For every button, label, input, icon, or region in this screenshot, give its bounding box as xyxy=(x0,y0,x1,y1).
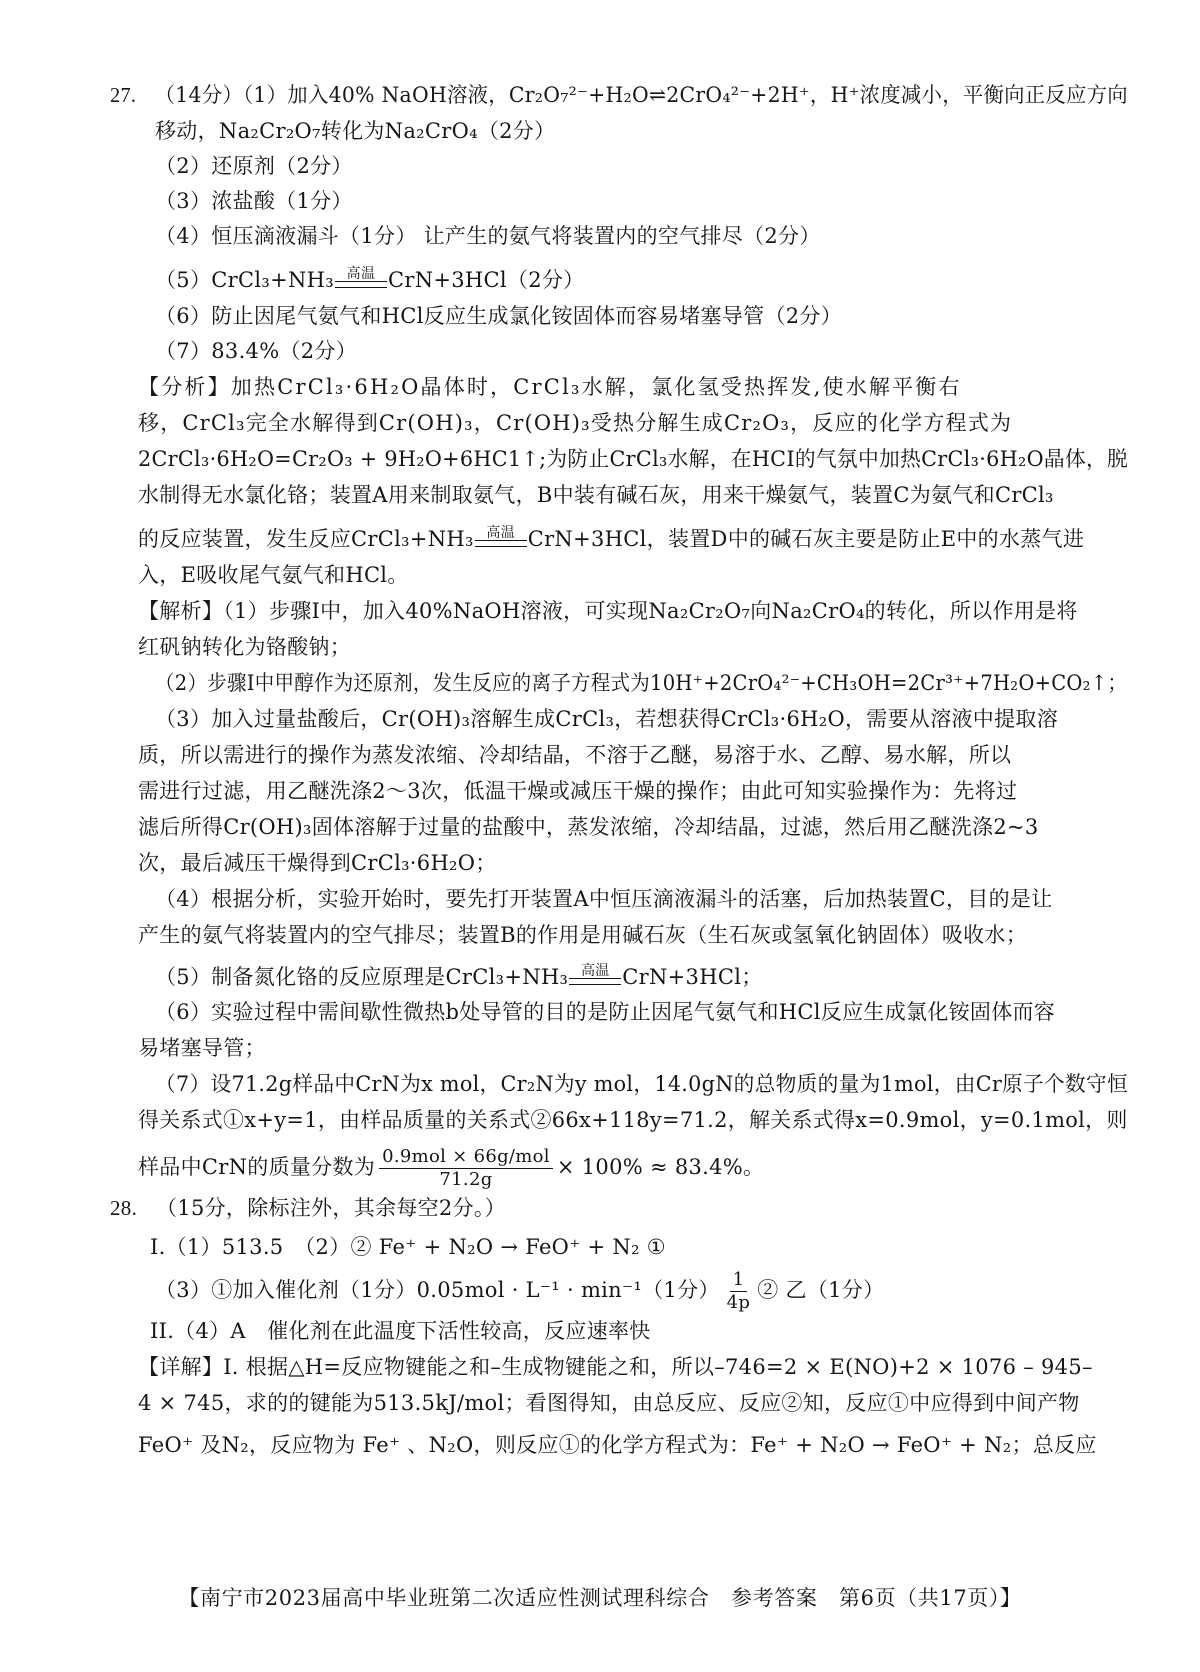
q27-eq-left: （5）CrCl₃+NH₃ xyxy=(155,268,334,292)
q28-number: 28. xyxy=(110,1196,138,1220)
q27-line-6 xyxy=(155,265,584,295)
page-footer: 【南宁市2023届高中毕业班第二次适应性测试理科综合 参考答案 第6页（共17页）】 xyxy=(178,1586,1022,1610)
condition-label: 高温 xyxy=(580,963,610,979)
q28-line-4: II.（4）A 催化剂在此温度下活性较高，反应速率快 xyxy=(150,1319,651,1343)
analysis-line-6: 入，E吸收尾气氨气和HCl。 xyxy=(138,563,409,587)
detail-line-3: FeO⁺ 及N₂，反应物为 Fe⁺ 、N₂O，则反应①的化学方程式为：Fe⁺ + N₂O → FeO⁺ + N₂；总反应 xyxy=(138,1433,1097,1457)
analysis-line-5 xyxy=(138,524,1084,554)
fraction-denominator: 71.2g xyxy=(439,1169,493,1190)
q28-line-1 xyxy=(110,1193,506,1223)
fraction-numerator: 1 xyxy=(730,1269,748,1292)
jiexi-line-1: 【解析】（1）步骤Ⅰ中，加入40%NaOH溶液，可实现Na₂Cr₂O₇向Na₂CrO₄的转化，所以作用是将 xyxy=(138,599,1078,623)
q27-line-5: （4）恒压滴液漏斗（1分） 让产生的氨气将装置内的空气排尽（2分） xyxy=(155,224,821,248)
q28-text-1: （15分，除标注外，其余每空2分。） xyxy=(156,1196,506,1220)
fraction-numerator: 0.9mol × 66g/mol xyxy=(379,1146,553,1169)
equals-sign xyxy=(335,281,387,288)
jiexi-line-16 xyxy=(138,1142,764,1192)
high-temp-condition xyxy=(569,964,621,992)
analysis-eq-right: CrN+3HCl，装置D中的碱石灰主要是防止E中的水蒸气进 xyxy=(527,527,1085,551)
q27-eq-right: CrN+3HCl（2分） xyxy=(387,268,585,292)
kp-fraction xyxy=(724,1269,754,1314)
jiexi-line-5: 质，所以需进行的操作为蒸发浓缩、冷却结晶，不溶于乙醚，易溶于水、乙醇、易水解，所以 xyxy=(138,743,1012,767)
high-temp-condition xyxy=(335,267,387,295)
q27-line-3: （2）还原剂（2分） xyxy=(155,154,353,178)
mass-fraction xyxy=(379,1146,553,1191)
jiexi-eq-right: CrN+3HCl； xyxy=(622,965,763,989)
q27-line-2: 移动，Na₂Cr₂O₇转化为Na₂CrO₄（2分） xyxy=(155,119,556,143)
detail-line-2: 4 × 745，求的的键能为513.5kJ/mol；看图得知，由总反应、反应②知，反应①中应得到中间产物 xyxy=(138,1391,1080,1415)
jiexi-fraction-prefix: 样品中CrN的质量分数为 xyxy=(138,1155,376,1179)
q27-number: 27. xyxy=(110,83,137,107)
jiexi-line-4: （3）加入过量盐酸后，Cr(OH)₃溶解生成CrCl₃，若想获得CrCl₃·6H₂O，需要从溶液中提取溶 xyxy=(155,707,1059,731)
jiexi-line-10: 产生的氨气将装置内的空气排尽；装置B的作用是用碱石灰（生石灰或氢氧化钠固体）吸收水； xyxy=(138,923,1028,947)
analysis-line-4: 水制得无水氯化铬；装置A用来制取氨气，B中装有碱石灰，用来干燥氨气，装置C为氨气和CrCl₃ xyxy=(138,483,1054,507)
q28-line-2: I.（1）513.5 （2）② Fe⁺ + N₂O → FeO⁺ + N₂ ① xyxy=(150,1235,666,1259)
analysis-line-3: 2CrCl₃·6H₂O=Cr₂O₃ + 9H₂O+6HC1↑;为防止CrCl₃水解，在HCI的气氛中加热CrCl₃·6H₂O晶体，脱 xyxy=(138,447,1129,471)
jiexi-line-8: 次，最后减压干燥得到CrCl₃·6H₂O； xyxy=(138,851,497,875)
q27-line-7: （6）防止因尾气氨气和HCl反应生成氯化铵固体而容易堵塞导管（2分） xyxy=(155,304,843,328)
jiexi-line-13: 易堵塞导管； xyxy=(138,1036,266,1060)
analysis-line-1: 【分析】加热CrCl₃·6H₂O晶体时，CrCl₃水解，氯化氢受热挥发,使水解平衡右 xyxy=(138,375,962,399)
jiexi-line-15: 得关系式①x+y=1，由样品质量的关系式②66x+118y=71.2，解关系式得x=0.9mol，y=0.1mol，则 xyxy=(138,1108,1128,1132)
condition-label: 高温 xyxy=(346,266,376,282)
q27-line-1 xyxy=(110,80,1128,110)
q27-line-8: （7）83.4%（2分） xyxy=(155,339,358,363)
analysis-line-2: 移，CrCl₃完全水解得到Cr(OH)₃，Cr(OH)₃受热分解生成Cr₂O₃，反应的化学方程式为 xyxy=(138,411,1013,435)
jiexi-line-7: 滤后所得Cr(OH)₃固体溶解于过量的盐酸中，蒸发浓缩，冷却结晶，过滤，然后用乙醚洗涤2~3 xyxy=(138,815,1039,839)
equals-sign xyxy=(475,540,527,547)
jiexi-line-14: （7）设71.2g样品中CrN为x mol，Cr₂N为y mol，14.0gN的总物质的量为1mol，由Cr原子个数守恒 xyxy=(155,1072,1129,1096)
jiexi-line-9: （4）根据分析，实验开始时，要先打开装置A中恒压滴液漏斗的活塞，后加热装置C，目的是让 xyxy=(155,887,1053,911)
q28-rate-text: （3）①加入催化剂（1分）0.05mol · L⁻¹ · min⁻¹（1分） xyxy=(155,1278,720,1302)
high-temp-condition xyxy=(475,526,527,554)
jiexi-line-6: 需进行过滤，用乙醚洗涤2～3次，低温干燥或减压干燥的操作；由此可知实验操作为：先将过 xyxy=(138,779,1018,803)
jiexi-fraction-suffix: × 100% ≈ 83.4%。 xyxy=(556,1155,765,1179)
equals-sign xyxy=(569,978,621,985)
jiexi-eq-left: （5）制备氮化铬的反应原理是CrCl₃+NH₃ xyxy=(155,965,569,989)
q27-line-4: （3）浓盐酸（1分） xyxy=(155,189,353,213)
jiexi-line-3: （2）步骤I中甲醇作为还原剂，发生反应的离子方程式为10H⁺+2CrO₄²⁻+CH₃OH=2Cr³⁺+7H₂O+CO₂↑； xyxy=(155,671,1128,695)
jiexi-line-2: 红矾钠转化为铬酸钠； xyxy=(138,635,351,659)
condition-label: 高温 xyxy=(486,525,516,541)
q27-text-1: （14分）（1）加入40% NaOH溶液，Cr₂O₇²⁻+H₂O⇌2CrO₄²⁻+2H⁺，H⁺浓度减小，平衡向正反应方向 xyxy=(154,83,1128,107)
fraction-denominator: 4p xyxy=(726,1292,751,1313)
detail-line-1: 【详解】I. 根据△H=反应物键能之和–生成物键能之和，所以–746=2 × E(NO)+2 × 1076 – 945– xyxy=(138,1355,1093,1379)
analysis-eq-left: 的反应装置，发生反应CrCl₃+NH₃ xyxy=(138,527,474,551)
q28-choice-text: ② 乙（1分） xyxy=(757,1278,885,1302)
jiexi-line-11 xyxy=(155,962,763,992)
jiexi-line-12: （6）实验过程中需间歇性微热b处导管的目的是防止因尾气氨气和HCl反应生成氯化铵固体而容 xyxy=(155,1000,1056,1024)
q28-line-3 xyxy=(155,1268,884,1314)
